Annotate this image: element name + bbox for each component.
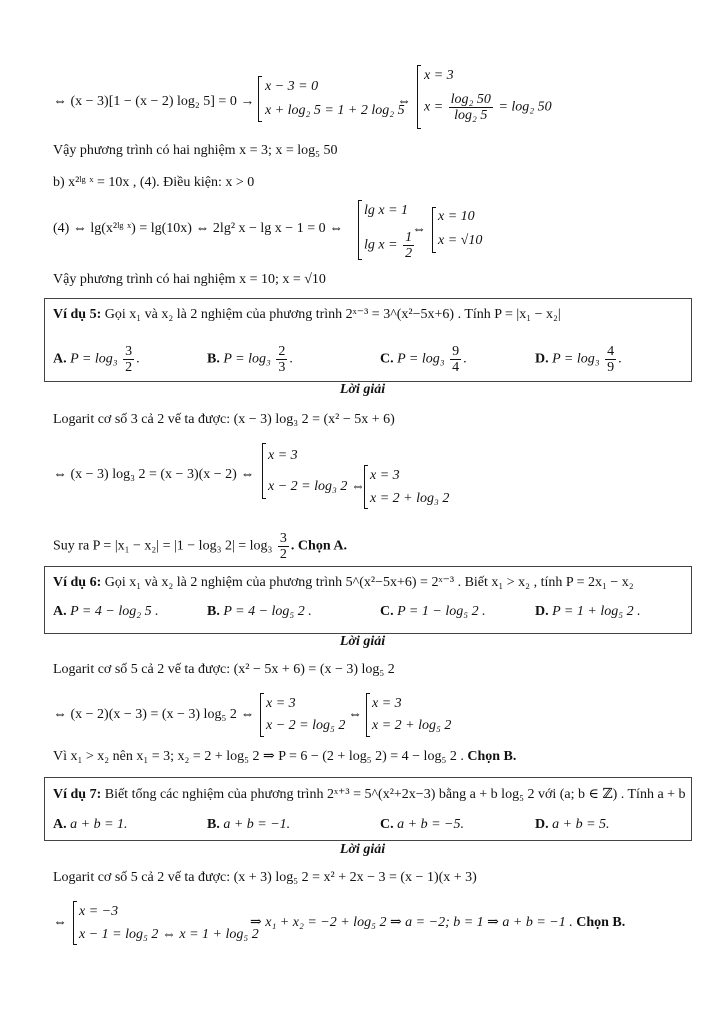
fraction-denominator: 4 bbox=[452, 360, 460, 375]
system-bracket bbox=[432, 207, 433, 253]
option-c: C. P = log₃ $\frac{9}{4}$ . bbox=[380, 344, 467, 375]
option-text: a + b = −1. bbox=[223, 817, 291, 832]
answer-choice: Chọn B. bbox=[467, 749, 517, 764]
option-d bbox=[535, 816, 610, 834]
equivalence-arrow: ⇔ bbox=[412, 222, 426, 237]
fraction-numerator: 9 bbox=[452, 344, 460, 359]
option-d bbox=[535, 603, 641, 621]
fraction-numerator: 2 bbox=[278, 344, 286, 359]
system-line: x − 2 = log₅ 2 bbox=[266, 718, 346, 733]
fraction-denominator: 2 bbox=[125, 360, 133, 375]
fraction-numerator: 1 bbox=[405, 230, 413, 245]
example-label: Ví dụ 6: bbox=[53, 575, 102, 590]
solution-line: Logarit cơ số 5 cả 2 vế ta được: (x + 3) log₅ 2 = x² + 2x − 3 = (x − 1)(x + 3) bbox=[53, 870, 477, 885]
system-line bbox=[424, 92, 552, 123]
example-text: Gọi x₁ và x₂ là 2 nghiệm của phương trình 5^(x²−5x+6) = 2ˣ⁻³ . Biết x₁ > x₂ , tính P = 2x₁ − x₂ bbox=[104, 575, 634, 590]
option-letter: B. bbox=[207, 817, 220, 832]
fraction-denominator: 2 bbox=[279, 547, 287, 562]
solution-line: ⇔ (x − 3) log₃ 2 = (x − 3)(x − 2) ⇔ bbox=[53, 467, 255, 482]
eq4-lhs: (4) ⇔ lg(x²ˡᵍ ˣ) = lg(10x) ⇔ 2lg² x − lg x − 1 = 0 ⇔ bbox=[53, 221, 344, 236]
answer-choice: Chọn B. bbox=[576, 915, 626, 930]
solution-header: Lời giải bbox=[339, 634, 386, 649]
option-b bbox=[207, 603, 312, 621]
conclusion-line: Vậy phương trình có hai nghiệm x = 10; x = √10 bbox=[53, 272, 326, 287]
option-text: P = log₃ bbox=[223, 351, 271, 367]
system-line: x = 10 bbox=[438, 209, 475, 224]
frac-post: = log₂ 50 bbox=[498, 99, 552, 115]
example-text: Biết tổng các nghiệm của phương trình 2ˣ⁺³ = 5^(x²+2x−3) bằng a + b log₅ 2 với (a; b ∈ ℤ) . Tính a + b bbox=[104, 787, 686, 802]
option-text: a + b = −5. bbox=[397, 817, 464, 832]
answer-choice: . Chọn A. bbox=[290, 538, 347, 554]
example-question bbox=[53, 306, 561, 324]
option-letter: D. bbox=[535, 604, 549, 619]
example-text: Gọi x₁ và x₂ là 2 nghiệm của phương trình 2ˣ⁻³ = 3^(x²−5x+6) . Tính P = |x₁ − x₂| bbox=[104, 307, 561, 322]
frac-pre: lg x = bbox=[364, 237, 398, 253]
system-bracket bbox=[358, 200, 359, 260]
option-text: P = log₃ bbox=[552, 351, 600, 367]
solution-text: ⇒ x₁ + x₂ = −2 + log₅ 2 ⇒ a = −2; b = 1 ⇒ a + b = −1 . bbox=[250, 915, 573, 930]
fraction-denominator: 3 bbox=[278, 360, 286, 375]
example-label: Ví dụ 7: bbox=[53, 787, 102, 802]
option-letter: A. bbox=[53, 351, 67, 367]
option-letter: C. bbox=[380, 604, 394, 619]
option-letter: A. bbox=[53, 817, 67, 832]
option-text: P = 1 − log₅ 2 . bbox=[397, 604, 486, 619]
fraction-denominator: log₂ 5 bbox=[454, 108, 488, 123]
conclusion-line: Vậy phương trình có hai nghiệm x = 3; x = log₅ 50 bbox=[53, 143, 338, 158]
fraction-numerator: log₂ 50 bbox=[450, 92, 491, 107]
solution-text: Suy ra P = |x₁ − x₂| = |1 − log₃ 2| = log₃ bbox=[53, 538, 273, 554]
system-line bbox=[364, 230, 416, 261]
fraction bbox=[278, 531, 289, 562]
eq1-lhs: ⇔ (x − 3)[1 − (x − 2) log₂ 5] = 0 → bbox=[53, 94, 255, 109]
frac-pre: x = bbox=[424, 99, 444, 115]
fraction bbox=[276, 344, 287, 375]
option-c bbox=[380, 603, 486, 621]
solution-text: Vì x₁ > x₂ nên x₁ = 3; x₂ = 2 + log₅ 2 ⇒ P = 6 − (2 + log₅ 2) = 4 − log₅ 2 . bbox=[53, 749, 464, 764]
option-text: P = log₃ bbox=[70, 351, 118, 367]
solution-line bbox=[250, 914, 625, 932]
system-line: x − 1 = log₅ 2 ⇔ x = 1 + log₅ 2 bbox=[79, 927, 259, 942]
option-a bbox=[53, 816, 128, 834]
option-letter: D. bbox=[535, 817, 549, 832]
system-line: x = 3 bbox=[372, 696, 402, 711]
system-bracket bbox=[364, 465, 365, 509]
fraction bbox=[450, 344, 461, 375]
fraction bbox=[449, 92, 493, 123]
fraction bbox=[605, 344, 616, 375]
option-a bbox=[53, 603, 159, 621]
fraction-numerator: 4 bbox=[607, 344, 615, 359]
option-text: P = 1 + log₅ 2 . bbox=[552, 604, 641, 619]
option-text: a + b = 1. bbox=[70, 817, 128, 832]
fraction-numerator: 3 bbox=[125, 344, 133, 359]
equivalence-arrow: ⇔ bbox=[53, 915, 67, 930]
equivalence-arrow: ⇔ bbox=[348, 707, 362, 722]
system-line: x = −3 bbox=[79, 904, 119, 919]
option-text: a + b = 5. bbox=[552, 817, 610, 832]
option-letter: A. bbox=[53, 604, 67, 619]
option-b bbox=[207, 816, 290, 834]
system-line: x − 3 = 0 bbox=[265, 79, 319, 94]
solution-line: ⇔ (x − 2)(x − 3) = (x − 3) log₅ 2 ⇔ bbox=[53, 707, 255, 722]
option-d: D. P = log₃ $\frac{4}{9}$ . bbox=[535, 344, 622, 375]
system-bracket bbox=[262, 443, 263, 499]
system-bracket bbox=[366, 693, 367, 737]
solution-line bbox=[53, 748, 516, 766]
option-text: P = 4 − log₂ 5 . bbox=[70, 604, 159, 619]
system-line: lg x = 1 bbox=[364, 203, 409, 218]
system-bracket bbox=[73, 901, 74, 945]
example-question bbox=[53, 574, 634, 592]
option-text: P = log₃ bbox=[397, 351, 445, 367]
solution-header: Lời giải bbox=[339, 382, 386, 397]
system-bracket bbox=[258, 76, 259, 122]
fraction bbox=[123, 344, 134, 375]
system-line: x + log₂ 5 = 1 + 2 log₂ 5 bbox=[265, 103, 405, 118]
solution-line: Logarit cơ số 3 cả 2 vế ta được: (x − 3) log₃ 2 = (x² − 5x + 6) bbox=[53, 412, 395, 427]
system-line: x = 3 bbox=[424, 68, 454, 83]
option-c bbox=[380, 816, 464, 834]
system-bracket bbox=[417, 65, 418, 129]
option-a: A. P = log₃ $\frac{3}{2}$ . bbox=[53, 344, 140, 375]
solution-line: Logarit cơ số 5 cả 2 vế ta được: (x² − 5x + 6) = (x − 3) log₅ 2 bbox=[53, 662, 395, 677]
option-text: P = 4 − log₅ 2 . bbox=[223, 604, 312, 619]
solution-line bbox=[53, 531, 347, 562]
option-letter: B. bbox=[207, 351, 220, 367]
system-line: x = 3 bbox=[266, 696, 296, 711]
option-letter: D. bbox=[535, 351, 549, 367]
option-letter: C. bbox=[380, 817, 394, 832]
equivalence-arrow: ⇔ bbox=[397, 94, 411, 109]
option-b: B. P = log₃ $\frac{2}{3}$ . bbox=[207, 344, 293, 375]
fraction-denominator: 2 bbox=[405, 246, 413, 261]
example-question bbox=[53, 786, 686, 804]
system-line: x − 2 = log₃ 2 ⇔ bbox=[268, 479, 365, 494]
example-label: Ví dụ 5: bbox=[53, 307, 102, 322]
option-letter: C. bbox=[380, 351, 394, 367]
option-letter: B. bbox=[207, 604, 220, 619]
system-line: x = 3 bbox=[370, 468, 400, 483]
fraction-numerator: 3 bbox=[279, 531, 287, 546]
system-line: x = 3 bbox=[268, 448, 298, 463]
system-line: x = 2 + log₅ 2 bbox=[372, 718, 452, 733]
system-line: x = √10 bbox=[438, 233, 483, 248]
part-b-line: b) x²ˡᵍ ˣ = 10x , (4). Điều kiện: x > 0 bbox=[53, 175, 255, 190]
system-line: x = 2 + log₃ 2 bbox=[370, 491, 450, 506]
fraction-denominator: 9 bbox=[607, 360, 615, 375]
solution-header: Lời giải bbox=[339, 842, 386, 857]
system-bracket bbox=[260, 693, 261, 737]
